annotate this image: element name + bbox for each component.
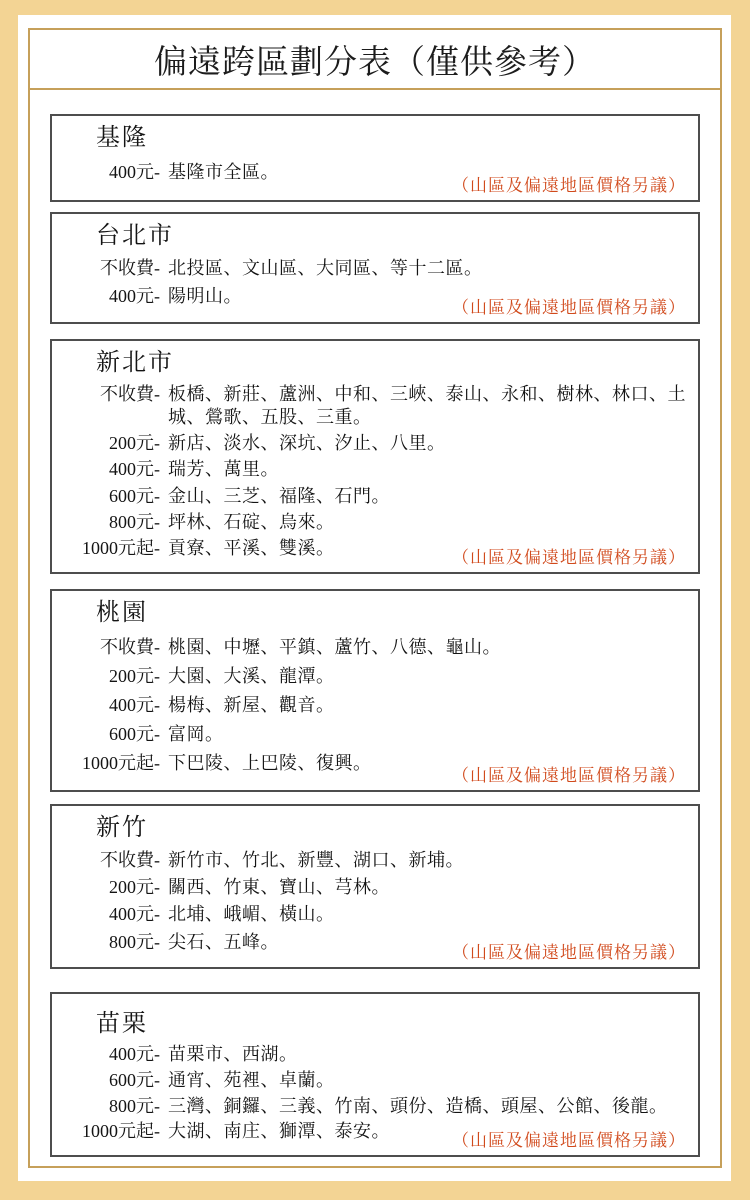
areas-text: 下巴陵、上巴陵、復興。 — [168, 752, 372, 773]
areas-text: 坪林、石碇、烏來。 — [168, 511, 335, 532]
remote-price-note: （山區及偏遠地區價格另議） — [452, 548, 686, 567]
gold-frame — [28, 28, 722, 1168]
areas-text: 通宵、苑裡、卓蘭。 — [168, 1069, 335, 1090]
price-label: 1000元起- — [82, 1121, 160, 1142]
section-keelung — [50, 114, 700, 202]
areas-text: 關西、竹東、寶山、芎林。 — [168, 877, 390, 898]
areas-text: 尖石、五峰。 — [168, 931, 279, 952]
price-label: 不收費- — [100, 636, 160, 657]
price-row — [64, 723, 688, 746]
areas-text: 桃園、中壢、平鎮、蘆竹、八德、龜山。 — [168, 636, 501, 657]
price-label: 800元- — [109, 1095, 160, 1116]
price-label: 400元- — [109, 459, 160, 480]
price-label: 400元- — [109, 904, 160, 925]
price-label: 600元- — [109, 1069, 160, 1090]
price-row — [64, 257, 688, 280]
areas-text: 楊梅、新屋、觀音。 — [168, 694, 335, 715]
section-new-taipei — [50, 339, 700, 574]
price-row — [64, 511, 688, 534]
areas-text: 苗栗市、西湖。 — [168, 1044, 298, 1065]
price-row — [64, 383, 688, 430]
price-row — [64, 903, 688, 926]
section-hsinchu — [50, 804, 700, 969]
section-title: 桃園 — [96, 600, 148, 626]
areas-text: 貢寮、平溪、雙溪。 — [168, 537, 335, 558]
price-row — [64, 432, 688, 455]
price-label: 200元- — [109, 433, 160, 454]
areas-text: 板橋、新莊、蘆洲、中和、三峽、泰山、永和、樹林、林口、土城、鶯歌、五股、三重。 — [168, 383, 686, 428]
price-label: 不收費- — [100, 258, 160, 279]
remote-price-note: （山區及偏遠地區價格另議） — [452, 943, 686, 962]
price-label: 1000元起- — [82, 752, 160, 773]
price-label: 400元- — [109, 286, 160, 307]
section-miaoli — [50, 992, 700, 1157]
price-row — [64, 485, 688, 508]
areas-text: 大園、大溪、龍潭。 — [168, 665, 335, 686]
price-rows — [64, 378, 688, 567]
section-taipei — [50, 212, 700, 324]
section-title: 新竹 — [96, 815, 148, 841]
areas-text: 北投區、文山區、大同區、等十二區。 — [168, 258, 483, 279]
areas-text: 富岡。 — [168, 723, 224, 744]
price-row — [64, 1043, 688, 1066]
remote-price-note: （山區及偏遠地區價格另議） — [452, 176, 686, 195]
remote-price-note: （山區及偏遠地區價格另議） — [452, 298, 686, 317]
price-label: 400元- — [109, 162, 160, 183]
price-row — [64, 458, 688, 481]
price-label: 600元- — [109, 723, 160, 744]
section-title: 基隆 — [96, 125, 148, 151]
section-title: 新北市 — [96, 350, 174, 376]
price-row — [64, 636, 688, 659]
price-label: 200元- — [109, 877, 160, 898]
remote-price-note: （山區及偏遠地區價格另議） — [452, 766, 686, 785]
areas-text: 新竹市、竹北、新豐、湖口、新埔。 — [168, 849, 464, 870]
areas-text: 陽明山。 — [168, 286, 242, 307]
price-row — [64, 1095, 688, 1118]
price-row — [64, 665, 688, 688]
price-row — [64, 1069, 688, 1092]
price-row — [64, 694, 688, 717]
areas-text: 新店、淡水、深坑、汐止、八里。 — [168, 433, 446, 454]
areas-text: 北埔、峨嵋、橫山。 — [168, 904, 335, 925]
price-label: 800元- — [109, 931, 160, 952]
areas-text: 三灣、銅鑼、三義、竹南、頭份、造橋、頭屋、公館、後龍。 — [168, 1095, 668, 1116]
price-row — [64, 876, 688, 899]
price-label: 不收費- — [100, 849, 160, 870]
sections-container — [30, 90, 720, 1166]
price-row — [64, 849, 688, 872]
page-title: 偏遠跨區劃分表（僅供參考） — [154, 42, 596, 80]
price-label: 800元- — [109, 511, 160, 532]
price-label: 400元- — [109, 694, 160, 715]
price-label: 1000元起- — [82, 537, 160, 558]
document-page — [18, 15, 731, 1181]
price-label: 400元- — [109, 1044, 160, 1065]
areas-text: 金山、三芝、福隆、石門。 — [168, 485, 390, 506]
section-title: 台北市 — [96, 223, 174, 249]
section-title: 苗栗 — [96, 1011, 148, 1037]
price-label: 600元- — [109, 485, 160, 506]
areas-text: 基隆市全區。 — [168, 162, 279, 183]
price-label: 不收費- — [100, 383, 160, 404]
areas-text: 大湖、南庄、獅潭、泰安。 — [168, 1121, 390, 1142]
section-taoyuan — [50, 589, 700, 792]
remote-price-note: （山區及偏遠地區價格另議） — [452, 1131, 686, 1150]
areas-text: 瑞芳、萬里。 — [168, 459, 279, 480]
title-band — [30, 30, 720, 90]
price-label: 200元- — [109, 665, 160, 686]
